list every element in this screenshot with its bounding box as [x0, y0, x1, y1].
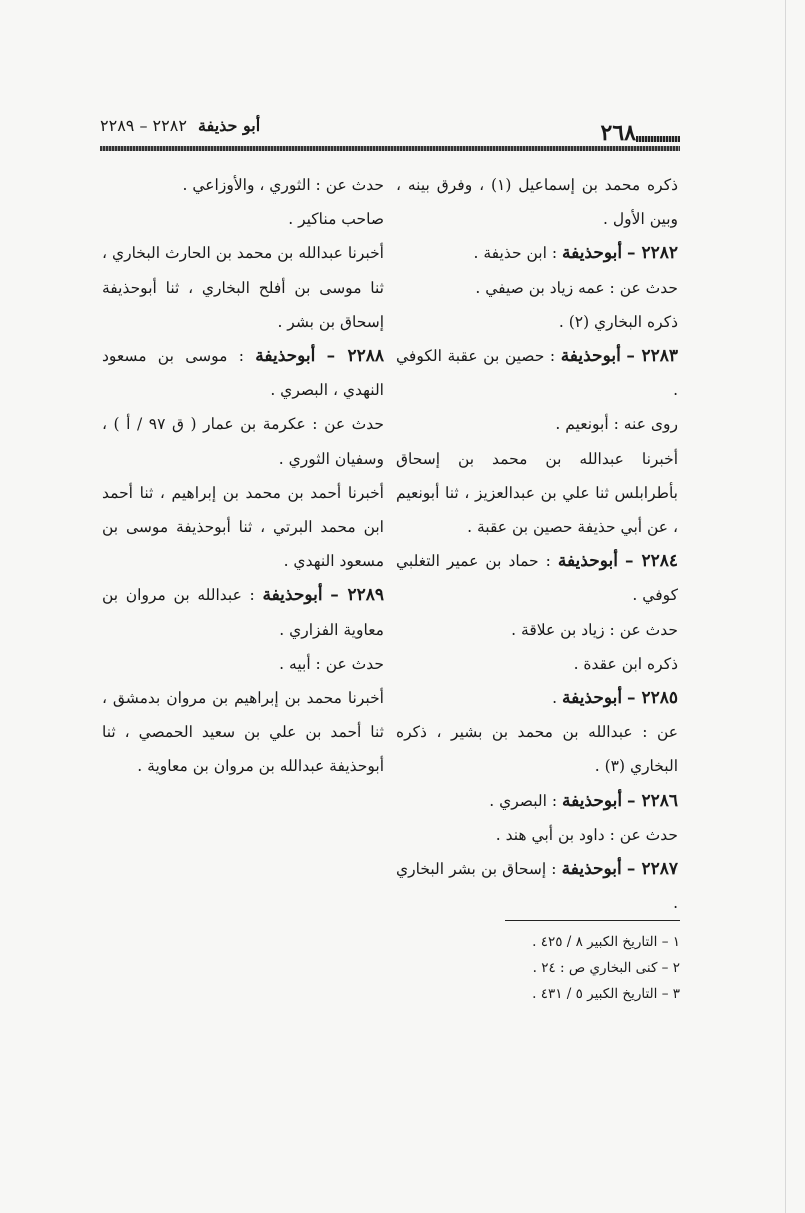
entry-description: . — [552, 689, 562, 708]
footnotes — [470, 920, 680, 1007]
footnote-rule — [505, 920, 680, 921]
paragraph: حدث عن : أبيه . — [279, 654, 384, 673]
entry-heading — [396, 852, 678, 920]
footnote: ٢ – كنى البخاري ص : ٢٤ . — [532, 960, 680, 976]
entry-number: ٢٢٨٥ – — [627, 688, 678, 709]
entry-heading — [396, 784, 678, 818]
entry-description: : حماد بن عمير التغلبي كوفي . — [396, 552, 678, 605]
entry-number: ٢٢٨٧ – — [626, 859, 678, 880]
running-head — [100, 116, 260, 135]
entry-number: ٢٢٨٦ – — [627, 790, 678, 811]
paragraph: حدث عن : عمه زياد بن صيفي . — [475, 278, 678, 297]
paragraph: ذكره محمد بن إسماعيل (١) ، وفرق بينه ، وبين الأول . — [396, 176, 679, 229]
entry-description: : حصين بن عقبة الكوفي . — [396, 347, 678, 400]
entry-name: أبوحذيفة — [557, 551, 618, 572]
paragraph: حدث عن : داود بن أبي هند . — [495, 825, 678, 844]
entry-heading — [396, 236, 678, 270]
right-column — [396, 168, 678, 920]
entry-description: : إسحاق بن بشر البخاري . — [396, 860, 678, 913]
paragraph: أخبرنا عبدالله بن محمد بن إسحاق بأطرابلس ثنا علي بن عبدالعزيز ، ثنا أبونعيم ، عن أبي حذيفة حصين بن عقبة . — [396, 449, 678, 537]
paragraph: حدث عن : زياد بن علاقة . — [511, 620, 678, 639]
entry-number: ٢٢٨٨ – — [326, 346, 384, 367]
entry-heading — [396, 544, 678, 612]
entry-heading — [102, 578, 384, 646]
entry-name: أبوحذيفة — [561, 859, 622, 880]
entry-heading — [396, 681, 678, 715]
entry-description: : عبدالله بن مروان بن معاوية الفزاري . — [102, 586, 384, 639]
entry-description: : البصري . — [489, 791, 562, 810]
entry-number: ٢٢٨٤ – — [624, 551, 678, 572]
entry-number: ٢٢٨٣ – — [626, 346, 678, 367]
paragraph: روى عنه : أبونعيم . — [555, 415, 678, 434]
page-header — [100, 110, 680, 152]
paragraph: حدث عن : الثوري ، والأوزاعي . — [182, 176, 384, 194]
entry-heading — [396, 339, 678, 407]
entry-number: ٢٢٨٢ – — [627, 243, 678, 264]
entry-name: أبوحذيفة — [262, 585, 323, 606]
entry-name: أبوحذيفة — [561, 790, 623, 811]
entry-description: : موسى بن مسعود النهدي ، البصري . — [102, 347, 384, 400]
paragraph: عن : عبدالله بن محمد بن بشير ، ذكره البخاري (٣) . — [396, 723, 678, 776]
header-rule — [100, 146, 680, 151]
entry-name: أبوحذيفة — [255, 346, 316, 367]
running-head-title: أبو حذيفة — [198, 116, 261, 135]
left-column — [102, 168, 384, 784]
entry-name: أبوحذيفة — [561, 243, 623, 264]
running-head-range: ٢٢٨٢ – ٢٢٨٩ — [100, 116, 187, 135]
paragraph: أخبرنا عبدالله بن محمد بن الحارث البخاري ، ثنا موسى بن أفلح البخاري ، ثنا أبوحذيفة إسحاق بن بشر . — [102, 244, 384, 331]
entry-heading — [102, 339, 384, 407]
page-edge-line — [785, 0, 786, 1213]
entry-name: أبوحذيفة — [561, 688, 623, 709]
entry-name: أبوحذيفة — [560, 346, 621, 367]
paragraph: ذكره البخاري (٢) . — [558, 312, 678, 331]
paragraph: ذكره ابن عقدة . — [573, 654, 678, 673]
entry-number: ٢٢٨٩ – — [330, 585, 384, 606]
paragraph: أخبرنا أحمد بن محمد بن إبراهيم ، ثنا أحمد ابن محمد البرتي ، ثنا أبوحذيفة موسى بن مسعود النهدي . — [102, 483, 384, 571]
entry-description: : ابن حذيفة . — [473, 244, 562, 263]
header-ornament — [636, 136, 680, 142]
footnote: ٣ – التاريخ الكبير ٥ / ٤٣١ . — [532, 986, 680, 1002]
paragraph: صاحب مناكير . — [288, 210, 384, 229]
footnote: ١ – التاريخ الكبير ٨ / ٤٢٥ . — [532, 934, 680, 950]
page-number: ٢٦٨ — [600, 120, 636, 146]
paragraph: حدث عن : عكرمة بن عمار ( ق ٩٧ / أ ) ، وسفيان الثوري . — [102, 415, 384, 468]
paragraph: أخبرنا محمد بن إبراهيم بن مروان بدمشق ، ثنا أحمد بن علي بن سعيد الحمصي ، ثنا أبوحذيفة عبدالله بن مروان بن معاوية . — [102, 689, 384, 776]
